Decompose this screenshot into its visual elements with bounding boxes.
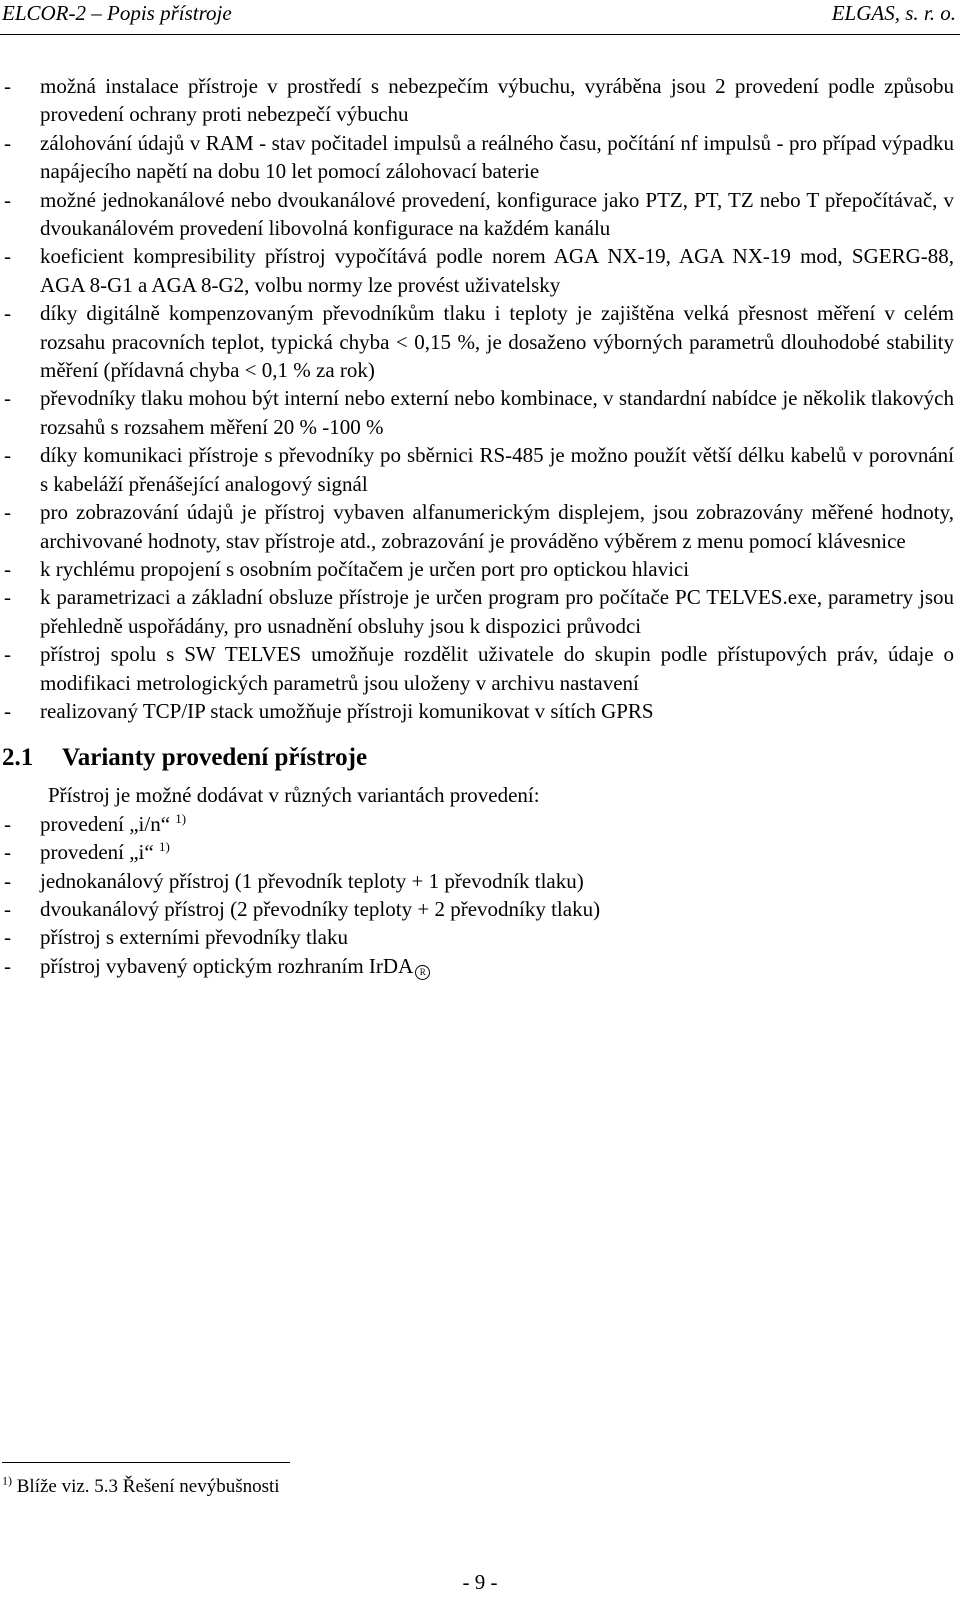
list-item: - koeficient kompresibility přístroj vypočítává podle norem AGA NX-19, AGA NX-19 mod, SGERG-88, AGA 8-G1 a AGA 8-G2, volbu normy lze provést uživatelsky bbox=[4, 244, 954, 297]
section-number: 2.1 bbox=[2, 744, 34, 772]
list-item: - provedení „i“ $^{1)}$ bbox=[4, 839, 170, 865]
footnote-text: Blíže viz. 5.3 Řešení nevýbušnosti bbox=[16, 1476, 280, 1497]
footnote-divider bbox=[2, 1462, 290, 1463]
list-item: - k rychlému propojení s osobním počítačem je určen port pro optickou hlavici bbox=[4, 556, 690, 581]
page-number: - 9 - bbox=[462, 1570, 498, 1594]
list-item: - pro zobrazování údajů je přístroj vybaven alfanumerickým displejem, jsou zobrazovány měřené hodnoty, archivované hodnoty, stav přístroje atd., zobrazování je prováděno výběrem z menu pomocí klávesnice bbox=[4, 500, 954, 553]
list-item: - možné jednokanálové nebo dvoukanálové provedení, konfigurace jako PTZ, PT, TZ nebo T přepočítávač, v dvoukanálovém provedení libovolná konfigurace na každém kanálu bbox=[4, 187, 954, 241]
list-item: - dvoukanálový přístroj (2 převodníky teploty + 2 převodníky tlaku) bbox=[4, 896, 601, 921]
list-item: - přístroj spolu s SW TELVES umožňuje rozdělit uživatele do skupin podle přístupových práv, údaje o modifikaci metrologických parametrů jsou uloženy v archivu nastavení bbox=[4, 642, 954, 695]
list-item: - možná instalace přístroje v prostředí s nebezpečím výbuchu, vyráběna jsou 2 provedení podle způsobu provedení ochrany proti nebezpečí výbuchu bbox=[4, 74, 954, 127]
list-item: - zálohování údajů v RAM - stav počitadel impulsů a reálného času, počítání nf impulsů - pro případ výpadku napájecího napětí na dobu 10 let pomocí zálohovací baterie bbox=[4, 130, 954, 184]
footnote-ref: 1) bbox=[158, 839, 170, 855]
footnote-marker: 1) bbox=[2, 1473, 12, 1488]
feature-list bbox=[2, 72, 954, 725]
header-company: ELGAS, s. r. o. bbox=[831, 1, 956, 25]
list-item: - přístroj s externími převodníky tlaku bbox=[4, 925, 348, 950]
list-item: - přístroj vybavený optickým rozhraním IrDA R bbox=[2, 952, 954, 980]
section-heading bbox=[2, 741, 954, 775]
registered-mark-icon: R bbox=[415, 965, 430, 980]
header-document-title: ELCOR-2 – Popis přístroje bbox=[2, 1, 232, 25]
list-item: - jednokanálový přístroj (1 převodník teploty + 1 převodník tlaku) bbox=[4, 868, 584, 893]
list-item: - realizovaný TCP/IP stack umožňuje přístroji komunikovat v sítích GPRS bbox=[4, 698, 654, 723]
section-title: Varianty provedení přístroje bbox=[62, 744, 368, 772]
section-intro: Přístroj je možné dodávat v různých variantách provedení: bbox=[48, 783, 540, 808]
list-item: - k parametrizaci a základní obsluze přístroje je určen program pro počítače PC TELVES.exe, parametry jsou přehledně uspořádány, pro usnadnění obsluhy jsou k dispozici průvodci bbox=[4, 585, 954, 638]
list-item: - díky komunikaci přístroje s převodníky po sběrnici RS-485 je možno použít větší délku kabelů v porovnání s kabeláží přenášející analogový signál bbox=[4, 443, 954, 496]
list-item: - převodníky tlaku mohou být interní nebo externí nebo kombinace, v standardní nabídce je několik tlakových rozsahů s rozsahem měření 20 % -100 % bbox=[4, 386, 954, 439]
list-item: - provedení „i/n“ $^{1)}$ bbox=[4, 810, 187, 836]
footnote bbox=[2, 1474, 280, 1500]
page-header bbox=[0, 0, 960, 35]
variant-list bbox=[2, 810, 954, 980]
list-item: - díky digitálně kompenzovaným převodníkům tlaku i teploty je zajištěna velká přesnost měření v celém rozsahu pracovních teplot, typická chyba < 0,15 %, je dosaženo výborných parametrů dlouhodobé stability měření (přídavná chyba < 0,1 % za rok) bbox=[4, 301, 954, 383]
footnote-ref: 1) bbox=[175, 810, 187, 826]
page-content bbox=[2, 72, 954, 980]
